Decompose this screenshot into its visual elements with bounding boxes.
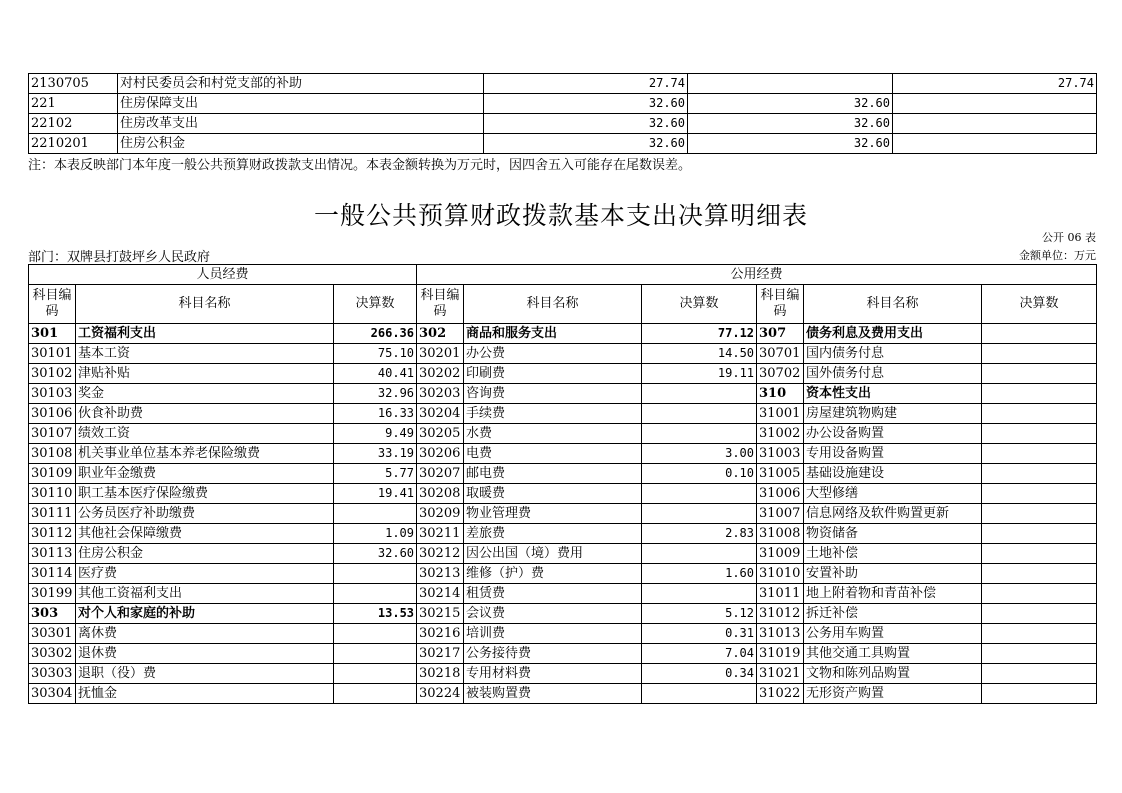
cell-name: 租赁费 xyxy=(464,584,642,604)
cell-amount: 32.60 xyxy=(334,544,417,564)
table-row xyxy=(29,384,1097,404)
cell-name: 大型修缮 xyxy=(804,484,982,504)
cell-project xyxy=(893,114,1097,134)
cell-total: 32.60 xyxy=(484,94,688,114)
cell-name: 退休费 xyxy=(76,644,334,664)
cell-basic: 32.60 xyxy=(688,114,893,134)
table-row xyxy=(29,114,1097,134)
col-name: 科目名称 xyxy=(804,285,982,324)
group-header-row xyxy=(29,265,1097,285)
cell-code: 302 xyxy=(417,324,464,344)
cell-code: 30204 xyxy=(417,404,464,424)
table-row xyxy=(29,584,1097,604)
cell-code: 2130705 xyxy=(29,74,118,94)
cell-name: 专用设备购置 xyxy=(804,444,982,464)
cell-code: 30304 xyxy=(29,684,76,704)
cell-name: 维修（护）费 xyxy=(464,564,642,584)
table-note: 注：本表反映部门本年度一般公共预算财政拨款支出情况。本表金额转换为万元时，因四舍五入可能存在尾数误差。 xyxy=(28,158,692,173)
cell-code: 30202 xyxy=(417,364,464,384)
personnel-header: 人员经费 xyxy=(29,265,417,285)
cell-amount xyxy=(982,384,1097,404)
cell-code: 31021 xyxy=(757,664,804,684)
table-row xyxy=(29,94,1097,114)
cell-name: 津贴补贴 xyxy=(76,364,334,384)
cell-amount: 19.11 xyxy=(642,364,757,384)
cell-amount xyxy=(982,404,1097,424)
table-row xyxy=(29,624,1097,644)
cell-name: 抚恤金 xyxy=(76,684,334,704)
cell-code: 31013 xyxy=(757,624,804,644)
col-amount: 决算数 xyxy=(642,285,757,324)
cell-name: 会议费 xyxy=(464,604,642,624)
cell-amount: 33.19 xyxy=(334,444,417,464)
cell-amount xyxy=(334,664,417,684)
cell-name: 土地补偿 xyxy=(804,544,982,564)
cell-name: 债务利息及费用支出 xyxy=(804,324,982,344)
cell-amount: 2.83 xyxy=(642,524,757,544)
cell-name: 拆迁补偿 xyxy=(804,604,982,624)
cell-name: 对个人和家庭的补助 xyxy=(76,604,334,624)
cell-code: 30205 xyxy=(417,424,464,444)
cell-code: 30199 xyxy=(29,584,76,604)
cell-name: 其他工资福利支出 xyxy=(76,584,334,604)
cell-basic xyxy=(688,74,893,94)
table-row xyxy=(29,484,1097,504)
cell-project xyxy=(893,134,1097,154)
cell-project xyxy=(893,94,1097,114)
cell-amount xyxy=(982,464,1097,484)
table-row xyxy=(29,344,1097,364)
table-row xyxy=(29,664,1097,684)
table-code: 公开 06 表 xyxy=(1042,231,1096,244)
cell-name: 房屋建筑物购建 xyxy=(804,404,982,424)
cell-amount xyxy=(982,644,1097,664)
cell-amount xyxy=(982,564,1097,584)
cell-amount xyxy=(334,504,417,524)
cell-name: 其他交通工具购置 xyxy=(804,644,982,664)
cell-name: 安置补助 xyxy=(804,564,982,584)
cell-total: 27.74 xyxy=(484,74,688,94)
table-row xyxy=(29,684,1097,704)
cell-amount xyxy=(982,544,1097,564)
table-row xyxy=(29,324,1097,344)
cell-amount xyxy=(982,684,1097,704)
cell-amount: 3.00 xyxy=(642,444,757,464)
cell-name: 职业年金缴费 xyxy=(76,464,334,484)
unit-label: 金额单位：万元 xyxy=(1019,249,1096,262)
cell-amount xyxy=(982,324,1097,344)
table-row xyxy=(29,464,1097,484)
cell-name: 伙食补助费 xyxy=(76,404,334,424)
cell-name: 专用材料费 xyxy=(464,664,642,684)
cell-code: 31010 xyxy=(757,564,804,584)
cell-name: 公务员医疗补助缴费 xyxy=(76,504,334,524)
cell-name: 取暖费 xyxy=(464,484,642,504)
cell-code: 31009 xyxy=(757,544,804,564)
col-amount: 决算数 xyxy=(982,285,1097,324)
cell-code: 30201 xyxy=(417,344,464,364)
cell-name: 差旅费 xyxy=(464,524,642,544)
cell-amount xyxy=(982,604,1097,624)
cell-code: 30109 xyxy=(29,464,76,484)
cell-name: 邮电费 xyxy=(464,464,642,484)
cell-code: 30213 xyxy=(417,564,464,584)
cell-name: 印刷费 xyxy=(464,364,642,384)
cell-total: 32.60 xyxy=(484,114,688,134)
table-row xyxy=(29,604,1097,624)
cell-code: 31012 xyxy=(757,604,804,624)
cell-amount xyxy=(982,344,1097,364)
cell-amount: 1.09 xyxy=(334,524,417,544)
cell-amount: 0.31 xyxy=(642,624,757,644)
cell-amount: 5.77 xyxy=(334,464,417,484)
cell-code: 2210201 xyxy=(29,134,118,154)
cell-name: 电费 xyxy=(464,444,642,464)
cell-amount xyxy=(982,424,1097,444)
cell-name: 基本工资 xyxy=(76,344,334,364)
cell-code: 30212 xyxy=(417,544,464,564)
cell-amount xyxy=(982,504,1097,524)
cell-name: 退职（役）费 xyxy=(76,664,334,684)
cell-amount xyxy=(334,564,417,584)
cell-basic: 32.60 xyxy=(688,94,893,114)
cell-amount xyxy=(642,684,757,704)
cell-name: 对村民委员会和村党支部的补助 xyxy=(118,74,484,94)
cell-amount: 16.33 xyxy=(334,404,417,424)
cell-name: 基础设施建设 xyxy=(804,464,982,484)
cell-project: 27.74 xyxy=(893,74,1097,94)
cell-code: 30702 xyxy=(757,364,804,384)
cell-name: 工资福利支出 xyxy=(76,324,334,344)
cell-amount xyxy=(982,664,1097,684)
table-row xyxy=(29,74,1097,94)
cell-name: 地上附着物和青苗补偿 xyxy=(804,584,982,604)
cell-code: 30208 xyxy=(417,484,464,504)
table-row xyxy=(29,404,1097,424)
cell-amount xyxy=(982,584,1097,604)
cell-amount: 9.49 xyxy=(334,424,417,444)
cell-name: 绩效工资 xyxy=(76,424,334,444)
cell-name: 办公设备购置 xyxy=(804,424,982,444)
cell-code: 31005 xyxy=(757,464,804,484)
cell-amount xyxy=(642,584,757,604)
cell-code: 310 xyxy=(757,384,804,404)
cell-code: 30111 xyxy=(29,504,76,524)
cell-code: 31007 xyxy=(757,504,804,524)
cell-name: 咨询费 xyxy=(464,384,642,404)
cell-code: 30301 xyxy=(29,624,76,644)
cell-basic: 32.60 xyxy=(688,134,893,154)
cell-code: 30215 xyxy=(417,604,464,624)
cell-code: 307 xyxy=(757,324,804,344)
cell-code: 30101 xyxy=(29,344,76,364)
cell-code: 30214 xyxy=(417,584,464,604)
cell-code: 30112 xyxy=(29,524,76,544)
cell-name: 物业管理费 xyxy=(464,504,642,524)
cell-amount xyxy=(642,544,757,564)
previous-table-fragment xyxy=(28,73,1097,154)
cell-amount xyxy=(982,364,1097,384)
cell-code: 30103 xyxy=(29,384,76,404)
col-amount: 决算数 xyxy=(334,285,417,324)
cell-name: 机关事业单位基本养老保险缴费 xyxy=(76,444,334,464)
cell-code: 30107 xyxy=(29,424,76,444)
cell-name: 培训费 xyxy=(464,624,642,644)
cell-code: 30209 xyxy=(417,504,464,524)
table-row xyxy=(29,504,1097,524)
cell-name: 奖金 xyxy=(76,384,334,404)
cell-amount xyxy=(642,504,757,524)
cell-code: 31022 xyxy=(757,684,804,704)
col-name: 科目名称 xyxy=(464,285,642,324)
table-row xyxy=(29,424,1097,444)
cell-code: 30701 xyxy=(757,344,804,364)
cell-name: 商品和服务支出 xyxy=(464,324,642,344)
cell-amount: 32.96 xyxy=(334,384,417,404)
public-header: 公用经费 xyxy=(417,265,1097,285)
cell-name: 国外债务付息 xyxy=(804,364,982,384)
cell-code: 30216 xyxy=(417,624,464,644)
cell-amount xyxy=(334,644,417,664)
cell-total: 32.60 xyxy=(484,134,688,154)
cell-code: 30108 xyxy=(29,444,76,464)
col-code: 科目编码 xyxy=(29,285,76,324)
cell-name: 公务接待费 xyxy=(464,644,642,664)
cell-name: 住房改革支出 xyxy=(118,114,484,134)
cell-code: 31001 xyxy=(757,404,804,424)
cell-code: 30217 xyxy=(417,644,464,664)
cell-name: 离休费 xyxy=(76,624,334,644)
cell-amount: 5.12 xyxy=(642,604,757,624)
cell-amount xyxy=(642,404,757,424)
table-row xyxy=(29,524,1097,544)
cell-name: 国内债务付息 xyxy=(804,344,982,364)
cell-amount: 75.10 xyxy=(334,344,417,364)
cell-amount xyxy=(334,684,417,704)
cell-code: 30114 xyxy=(29,564,76,584)
cell-code: 303 xyxy=(29,604,76,624)
cell-code: 31003 xyxy=(757,444,804,464)
cell-code: 31008 xyxy=(757,524,804,544)
cell-code: 30106 xyxy=(29,404,76,424)
cell-name: 文物和陈列品购置 xyxy=(804,664,982,684)
cell-amount xyxy=(982,524,1097,544)
cell-name: 办公费 xyxy=(464,344,642,364)
cell-name: 住房公积金 xyxy=(76,544,334,564)
cell-amount: 7.04 xyxy=(642,644,757,664)
col-code: 科目编码 xyxy=(417,285,464,324)
table-row xyxy=(29,364,1097,384)
table-row xyxy=(29,644,1097,664)
column-header-row xyxy=(29,285,1097,324)
cell-amount xyxy=(982,624,1097,644)
cell-name: 职工基本医疗保险缴费 xyxy=(76,484,334,504)
cell-name: 手续费 xyxy=(464,404,642,424)
cell-code: 31019 xyxy=(757,644,804,664)
table-row xyxy=(29,564,1097,584)
table-row xyxy=(29,544,1097,564)
cell-amount xyxy=(982,444,1097,464)
cell-code: 30224 xyxy=(417,684,464,704)
cell-name: 住房保障支出 xyxy=(118,94,484,114)
basic-expenditure-table xyxy=(28,264,1097,704)
department-label: 部门：双牌县打鼓坪乡人民政府 xyxy=(28,250,211,265)
cell-amount xyxy=(642,484,757,504)
cell-amount xyxy=(642,384,757,404)
cell-amount xyxy=(642,424,757,444)
cell-code: 30206 xyxy=(417,444,464,464)
cell-amount: 266.36 xyxy=(334,324,417,344)
cell-amount: 19.41 xyxy=(334,484,417,504)
cell-code: 30211 xyxy=(417,524,464,544)
cell-amount: 0.34 xyxy=(642,664,757,684)
cell-code: 221 xyxy=(29,94,118,114)
col-name: 科目名称 xyxy=(76,285,334,324)
cell-name: 医疗费 xyxy=(76,564,334,584)
cell-name: 住房公积金 xyxy=(118,134,484,154)
cell-amount: 0.10 xyxy=(642,464,757,484)
cell-code: 31002 xyxy=(757,424,804,444)
cell-amount: 77.12 xyxy=(642,324,757,344)
cell-code: 301 xyxy=(29,324,76,344)
cell-name: 因公出国（境）费用 xyxy=(464,544,642,564)
cell-code: 31011 xyxy=(757,584,804,604)
cell-name: 物资储备 xyxy=(804,524,982,544)
cell-amount: 40.41 xyxy=(334,364,417,384)
cell-amount: 13.53 xyxy=(334,604,417,624)
page-title: 一般公共预算财政拨款基本支出决算明细表 xyxy=(313,201,808,230)
table-row xyxy=(29,134,1097,154)
cell-code: 30203 xyxy=(417,384,464,404)
col-code: 科目编码 xyxy=(757,285,804,324)
cell-code: 31006 xyxy=(757,484,804,504)
cell-name: 无形资产购置 xyxy=(804,684,982,704)
cell-name: 其他社会保障缴费 xyxy=(76,524,334,544)
cell-amount xyxy=(982,484,1097,504)
cell-amount xyxy=(334,584,417,604)
cell-code: 22102 xyxy=(29,114,118,134)
cell-code: 30302 xyxy=(29,644,76,664)
cell-code: 30207 xyxy=(417,464,464,484)
cell-code: 30110 xyxy=(29,484,76,504)
cell-code: 30102 xyxy=(29,364,76,384)
cell-name: 公务用车购置 xyxy=(804,624,982,644)
cell-name: 信息网络及软件购置更新 xyxy=(804,504,982,524)
cell-code: 30303 xyxy=(29,664,76,684)
cell-code: 30113 xyxy=(29,544,76,564)
cell-amount: 14.50 xyxy=(642,344,757,364)
cell-name: 水费 xyxy=(464,424,642,444)
cell-amount: 1.60 xyxy=(642,564,757,584)
cell-code: 30218 xyxy=(417,664,464,684)
cell-name: 被装购置费 xyxy=(464,684,642,704)
cell-name: 资本性支出 xyxy=(804,384,982,404)
cell-amount xyxy=(334,624,417,644)
table-row xyxy=(29,444,1097,464)
